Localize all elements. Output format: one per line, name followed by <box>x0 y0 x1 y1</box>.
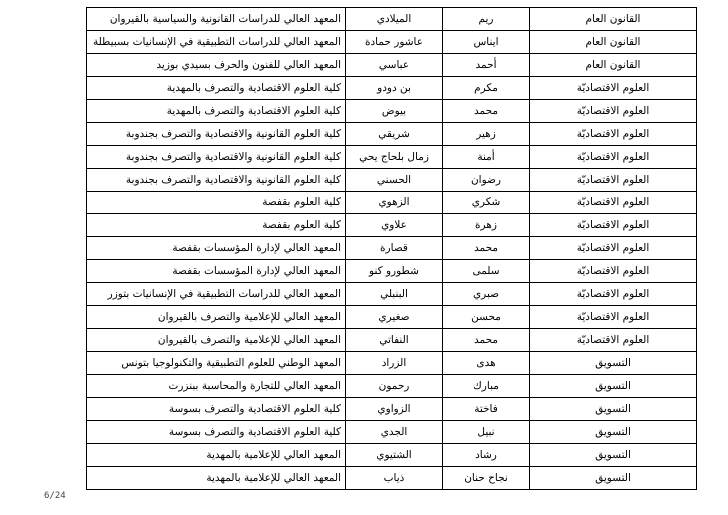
specialty-cell: التسويق <box>530 420 697 443</box>
specialty-cell: التسويق <box>530 443 697 466</box>
institution-cell: كلية العلوم الاقتصادية والتصرف بسوسة <box>87 420 346 443</box>
table-row <box>87 122 697 145</box>
last-name-cell: الزهوي <box>346 191 443 214</box>
last-name-cell: قصارة <box>346 237 443 260</box>
first-name-cell: محمد <box>443 99 530 122</box>
first-name-cell: سلمى <box>443 260 530 283</box>
specialty-cell: العلوم الاقتصاديّة <box>530 122 697 145</box>
institution-cell: المعهد العالي للتجارة والمحاسبة ببنزرت <box>87 375 346 398</box>
institution-cell: كلية العلوم القانونية والاقتصادية والتصرف بجندوبة <box>87 122 346 145</box>
table-row <box>87 443 697 466</box>
specialty-cell: العلوم الاقتصاديّة <box>530 168 697 191</box>
table-row <box>87 168 697 191</box>
institution-cell: كلية العلوم الاقتصادية والتصرف بالمهدية <box>87 99 346 122</box>
specialty-cell: العلوم الاقتصاديّة <box>530 306 697 329</box>
last-name-cell: الزراد <box>346 352 443 375</box>
first-name-cell: فاختة <box>443 397 530 420</box>
specialty-cell: العلوم الاقتصاديّة <box>530 237 697 260</box>
specialty-cell: التسويق <box>530 352 697 375</box>
institution-cell: كلية العلوم بقفصة <box>87 191 346 214</box>
table-row <box>87 8 697 31</box>
first-name-cell: زهرة <box>443 214 530 237</box>
first-name-cell: شكري <box>443 191 530 214</box>
institution-cell: المعهد العالي للدراسات التطبيقية في الإنسانيات بتوزر <box>87 283 346 306</box>
page-number: 6/24 <box>44 491 66 501</box>
institution-cell: المعهد العالي للدراسات القانونية والسياسية بالقيروان <box>87 8 346 31</box>
specialty-cell: العلوم الاقتصاديّة <box>530 214 697 237</box>
last-name-cell: الميلادي <box>346 8 443 31</box>
table-row <box>87 260 697 283</box>
institution-cell: كلية العلوم الاقتصادية والتصرف بسوسة <box>87 397 346 420</box>
last-name-cell: بن دودو <box>346 76 443 99</box>
first-name-cell: مبارك <box>443 375 530 398</box>
first-name-cell: أمنة <box>443 145 530 168</box>
table-row <box>87 99 697 122</box>
specialty-cell: القانون العام <box>530 8 697 31</box>
specialty-cell: العلوم الاقتصاديّة <box>530 260 697 283</box>
specialty-cell: العلوم الاقتصاديّة <box>530 329 697 352</box>
table-row <box>87 237 697 260</box>
last-name-cell: الشتيوي <box>346 443 443 466</box>
last-name-cell: الزواوي <box>346 397 443 420</box>
last-name-cell: علاوي <box>346 214 443 237</box>
faculty-table <box>86 7 697 490</box>
table-row <box>87 283 697 306</box>
first-name-cell: ريم <box>443 8 530 31</box>
first-name-cell: نجاح حنان <box>443 466 530 489</box>
table-row <box>87 466 697 489</box>
last-name-cell: ذياب <box>346 466 443 489</box>
last-name-cell: زمال بلحاج يحي <box>346 145 443 168</box>
specialty-cell: القانون العام <box>530 53 697 76</box>
faculty-table-body <box>87 8 697 490</box>
institution-cell: المعهد العالي للدراسات التطبيقية في الإنسانيات بسبيطلة <box>87 30 346 53</box>
specialty-cell: العلوم الاقتصاديّة <box>530 76 697 99</box>
specialty-cell: القانون العام <box>530 30 697 53</box>
table-row <box>87 145 697 168</box>
first-name-cell: رشاد <box>443 443 530 466</box>
first-name-cell: محمد <box>443 329 530 352</box>
first-name-cell: أحمد <box>443 53 530 76</box>
last-name-cell: عاشور حمادة <box>346 30 443 53</box>
specialty-cell: التسويق <box>530 466 697 489</box>
first-name-cell: نبيل <box>443 420 530 443</box>
specialty-cell: العلوم الاقتصاديّة <box>530 99 697 122</box>
institution-cell: المعهد العالي للإعلامية بالمهدية <box>87 466 346 489</box>
table-row <box>87 329 697 352</box>
table-row <box>87 30 697 53</box>
specialty-cell: التسويق <box>530 397 697 420</box>
table-row <box>87 397 697 420</box>
specialty-cell: العلوم الاقتصاديّة <box>530 283 697 306</box>
table-row <box>87 420 697 443</box>
institution-cell: المعهد العالي للفنون والحرف بسيدي بوزيد <box>87 53 346 76</box>
first-name-cell: رضوان <box>443 168 530 191</box>
last-name-cell: شطورو كنو <box>346 260 443 283</box>
table-row <box>87 76 697 99</box>
institution-cell: كلية العلوم القانونية والاقتصادية والتصرف بجندوبة <box>87 168 346 191</box>
institution-cell: المعهد العالي للإعلامية والتصرف بالقيروان <box>87 329 346 352</box>
table-row <box>87 306 697 329</box>
first-name-cell: ايناس <box>443 30 530 53</box>
specialty-cell: التسويق <box>530 375 697 398</box>
institution-cell: المعهد الوطني للعلوم التطبيقية والتكنولوجيا بتونس <box>87 352 346 375</box>
institution-cell: المعهد العالي للإعلامية بالمهدية <box>87 443 346 466</box>
table-row <box>87 53 697 76</box>
table-row <box>87 214 697 237</box>
institution-cell: كلية العلوم بقفصة <box>87 214 346 237</box>
table-row <box>87 191 697 214</box>
first-name-cell: محمد <box>443 237 530 260</box>
last-name-cell: صغيري <box>346 306 443 329</box>
last-name-cell: عباسي <box>346 53 443 76</box>
first-name-cell: مكرم <box>443 76 530 99</box>
last-name-cell: الحسني <box>346 168 443 191</box>
institution-cell: كلية العلوم القانونية والاقتصادية والتصرف بجندوبة <box>87 145 346 168</box>
specialty-cell: العلوم الاقتصاديّة <box>530 145 697 168</box>
table-row <box>87 375 697 398</box>
first-name-cell: زهير <box>443 122 530 145</box>
institution-cell: المعهد العالي لإدارة المؤسسات بقفصة <box>87 260 346 283</box>
last-name-cell: شريقي <box>346 122 443 145</box>
institution-cell: المعهد العالي للإعلامية والتصرف بالقيروان <box>87 306 346 329</box>
last-name-cell: البنبلي <box>346 283 443 306</box>
first-name-cell: صبري <box>443 283 530 306</box>
last-name-cell: الجدي <box>346 420 443 443</box>
last-name-cell: رحمون <box>346 375 443 398</box>
last-name-cell: بيوض <box>346 99 443 122</box>
first-name-cell: محسن <box>443 306 530 329</box>
table-row <box>87 352 697 375</box>
specialty-cell: العلوم الاقتصاديّة <box>530 191 697 214</box>
institution-cell: كلية العلوم الاقتصادية والتصرف بالمهدية <box>87 76 346 99</box>
last-name-cell: النفاتي <box>346 329 443 352</box>
first-name-cell: هدى <box>443 352 530 375</box>
institution-cell: المعهد العالي لإدارة المؤسسات بقفصة <box>87 237 346 260</box>
